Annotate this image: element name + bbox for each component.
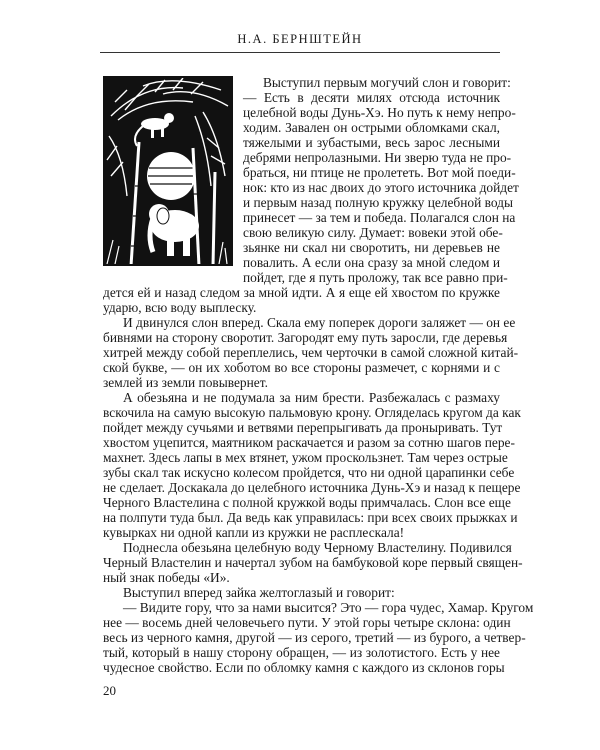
text-line: дется ей и назад следом за мной идти. А я еще ей хвостом по кружке (103, 285, 500, 300)
text-line: кувырках ни одной капли из кружки не расплескала! (103, 525, 405, 540)
text-line: не сделает. Доскакала до целебного источника Дунь-Хэ и назад к пещере (103, 480, 521, 495)
running-header: Н.А. БЕРНШТЕЙН (237, 32, 363, 46)
text-line: Черного Властелина с полной кружкой воды примчалась. Слон все еще (103, 495, 511, 510)
text-line: целебной воды Дунь-Хэ. Но путь к нему непро- (243, 105, 516, 120)
text-line: землей из земли повывернет. (103, 375, 268, 390)
text-line: чудесное свойство. Если по обломку камня с каждого из склонов горы (103, 660, 505, 675)
page-number: 20 (103, 683, 116, 698)
header-rule (100, 52, 500, 53)
text-line: ходим. Завален он острыми обломками скал, (243, 120, 500, 135)
text-line: тяжелыми и зубастыми, весь зарос лесными (243, 135, 500, 150)
text-line: ударю, всю воду выплеску. (103, 300, 257, 315)
text-line: весь из черного камня, другой — из серого, третий — из бурого, а четвер- (103, 630, 526, 645)
text-line: хвостом уцепится, маятником раскачается и разом за сотню шагов пере- (103, 435, 515, 450)
text-line: бивнями на сторону своротит. Загородят ему путь заросли, где деревья (103, 330, 508, 345)
text-line: зубы скал так искусно колесом пройдется, что ни одной царапинки себе (103, 465, 515, 480)
text-line: свою великую силу. Думает: вовеки этой обе- (243, 225, 503, 240)
text-line: тый, который в нашу сторону обращен, — из золотистого. Есть у нее (103, 645, 500, 660)
text-line: принесет — за тем и победа. Полагался слон на (243, 210, 516, 225)
text-line: махнет. Здесь лапы в мех втянет, ужом проскользнет. Там через острые (103, 450, 508, 465)
text-line: зьянке ни скал ни своротить, ни деревьев не (243, 240, 500, 255)
text-line: ской букве, — он их хоботом во все стороны размечет, с корнями и с (103, 360, 500, 375)
text-line: Поднесла обезьяна целебную воду Черному Властелину. Подивился (123, 540, 512, 555)
text-line: на полпути туда был. Да ведь как управилась: при всех своих прыжках и (103, 510, 518, 525)
text-line: вскочила на самую высокую пальмовую крону. Огляделась кругом да как (103, 405, 521, 420)
text-line: Выступил вперед зайка желтоглазый и говорит: (123, 585, 395, 600)
text-line: пойдет между сучьями и ветвями перепрыгивать да проныривать. Тут (103, 420, 503, 435)
woodcut-illustration (103, 76, 233, 266)
text-line: браться, ни птице не пролететь. Вот мой поеди- (243, 165, 516, 180)
text-line: — Видите гору, что за нами высится? Это — гора чудес, Хамар. Кругом (123, 600, 534, 615)
text-line: И двинулся слон вперед. Скала ему поперек дороги заляжет — он ее (123, 315, 516, 330)
text-line: нок: кто из нас двоих до этого источника дойдет (243, 180, 519, 195)
text-line: и первым назад полную кружку целебной воды (243, 195, 513, 210)
text-line: ный знак победы «И». (103, 570, 230, 585)
text-line: хитрей между собой переплелись, чем черточки в самой сложной китай- (103, 345, 519, 360)
text-line: повалить. А если она сразу за мной следом и (243, 255, 500, 270)
text-line: — Есть в десяти милях отсюда источник (243, 90, 500, 105)
text-line: нее — восемь дней человечьего пути. У этой горы четыре склона: один (103, 615, 511, 630)
text-line: пойдет, где я путь проложу, так все равно при- (243, 270, 508, 285)
text-line: Выступил первым могучий слон и говорит: (263, 75, 511, 90)
text-line: дебрями непролазными. Ни зверю туда не про- (243, 150, 512, 165)
text-line: А обезьяна и не подумала за ним брести. Разбежалась с размаху (123, 390, 500, 405)
text-line: Черный Властелин и начертал зубом на бамбуковой коре первый священ- (103, 555, 523, 570)
